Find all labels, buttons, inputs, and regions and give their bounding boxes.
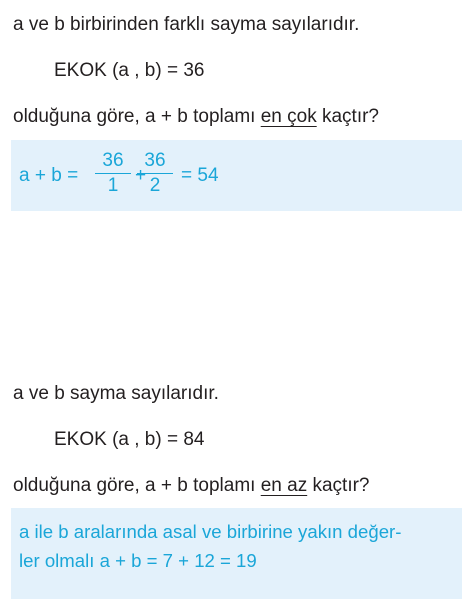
problem1-equation: EKOK (a , b) = 36 [54,60,205,81]
problem1-solution-box [11,140,462,211]
problem1-question [13,106,379,128]
solution2-line1: a ile b aralarında asal ve birbirine yakın değer- [19,521,402,542]
problem1-statement: a ve b birbirinden farklı sayma sayılarıdır. [13,14,360,35]
fraction1-numerator: 36 [102,150,124,171]
fraction1-bar [95,173,131,174]
problem1-question-suffix: kaçtır? [316,106,380,127]
problem2-emphasis: en az [260,475,308,496]
solution1-lhs: a + b = [19,165,79,186]
problem2-statement: a ve b sayma sayılarıdır. [13,383,219,404]
problem2-equation: EKOK (a , b) = 84 [54,429,205,450]
problem1-emphasis: en çok [260,106,317,127]
problem2-question-suffix: kaçtır? [307,475,370,496]
solution1-fraction-2 [135,150,175,197]
fraction2-denominator: 2 [149,175,161,196]
problem1-question-prefix: olduğuna göre, a + b toplamı [13,106,261,127]
solution1-result: = 54 [181,165,219,186]
fraction2-bar [137,173,173,174]
solution1-plus: + [135,165,147,186]
fraction1-denominator: 1 [107,175,119,196]
solution2-line2: ler olmalı a + b = 7 + 12 = 19 [19,550,257,571]
solution1-fraction-1 [93,150,133,197]
problem2-question [13,475,370,497]
fraction2-numerator: 36 [144,150,166,171]
problem2-solution-box [11,508,462,599]
problem2-question-prefix: olduğuna göre, a + b toplamı [13,475,261,496]
